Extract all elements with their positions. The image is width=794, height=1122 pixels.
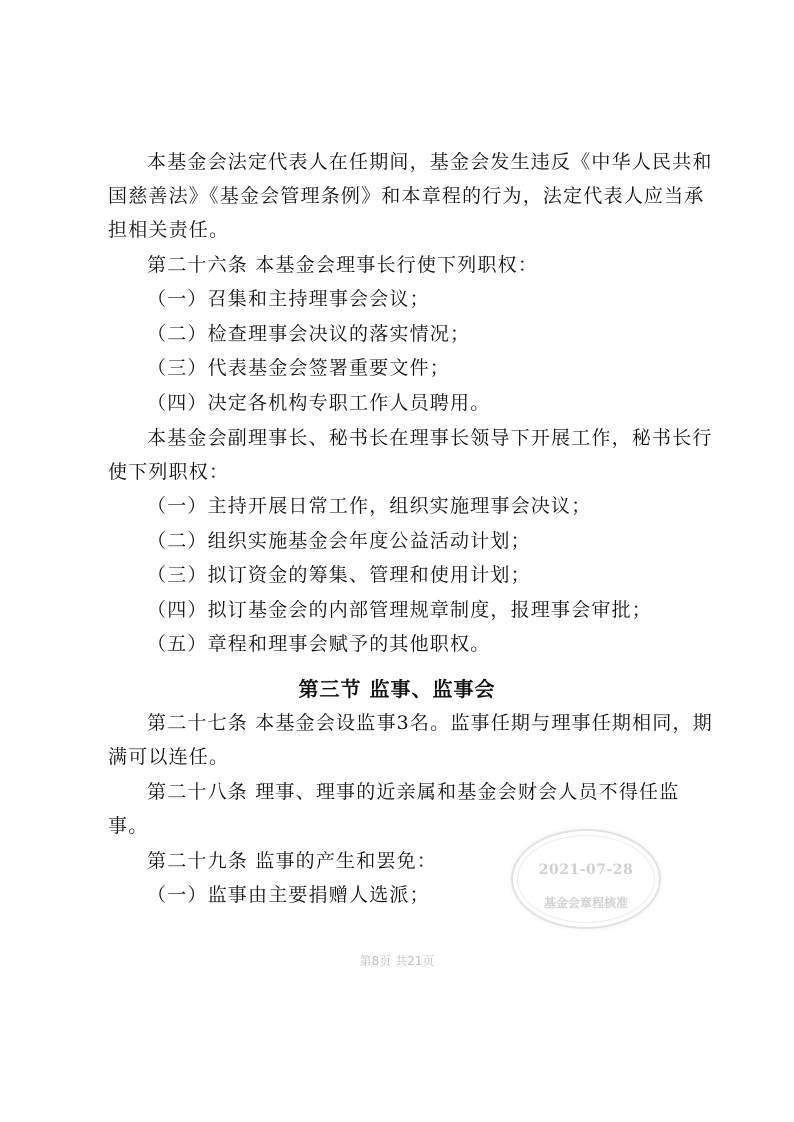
- paragraph-line: 担相关责任。: [108, 219, 230, 241]
- article-29-title: 第二十九条 监事的产生和罢免：: [147, 850, 438, 872]
- list-item: （四）决定各机构专职工作人员聘用。: [147, 392, 491, 414]
- list-item: （四）拟订基金会的内部管理规章制度，报理事会审批；: [147, 599, 653, 621]
- approval-stamp: [511, 829, 661, 929]
- list-item: （三）拟订资金的筹集、管理和使用计划；: [147, 564, 531, 586]
- stamp-label: 基金会章程核准: [543, 896, 628, 910]
- article-27-line: 第二十七条 本基金会设监事3名。监事任期与理事任期相同，期: [147, 712, 713, 734]
- article-28-line: 第二十八条 理事、理事的近亲属和基金会财会人员不得任监: [147, 781, 680, 803]
- list-item: （一）召集和主持理事会会议；: [147, 288, 430, 310]
- paragraph-line: 满可以连任。: [108, 746, 230, 768]
- paragraph-line: 本基金会法定代表人在任期间，基金会发生违反《中华人民共和: [147, 151, 713, 173]
- section-heading: 第三节 监事、监事会: [298, 677, 496, 701]
- paragraph-line: 事。: [108, 815, 149, 837]
- list-item: （二）检查理事会决议的落实情况；: [147, 323, 471, 345]
- paragraph-line: 国慈善法》《基金会管理条例》和本章程的行为，法定代表人应当承: [108, 185, 705, 207]
- paragraph-line: 本基金会副理事长、秘书长在理事长领导下开展工作，秘书长行: [147, 427, 713, 449]
- paragraph-line: 使下列职权：: [108, 461, 230, 483]
- list-item: （一）主持开展日常工作，组织实施理事会决议；: [147, 495, 592, 517]
- list-item: （三）代表基金会签署重要文件；: [147, 357, 451, 379]
- article-26-title: 第二十六条 本基金会理事长行使下列职权：: [147, 254, 539, 276]
- stamp-date: 2021-07-28: [538, 862, 634, 878]
- page-number: 第8页 共21页: [359, 954, 435, 968]
- list-item: （二）组织实施基金会年度公益活动计划；: [147, 530, 531, 552]
- list-item: （五）章程和理事会赋予的其他职权。: [147, 633, 491, 655]
- list-item: （一）监事由主要捐赠人选派；: [147, 884, 430, 906]
